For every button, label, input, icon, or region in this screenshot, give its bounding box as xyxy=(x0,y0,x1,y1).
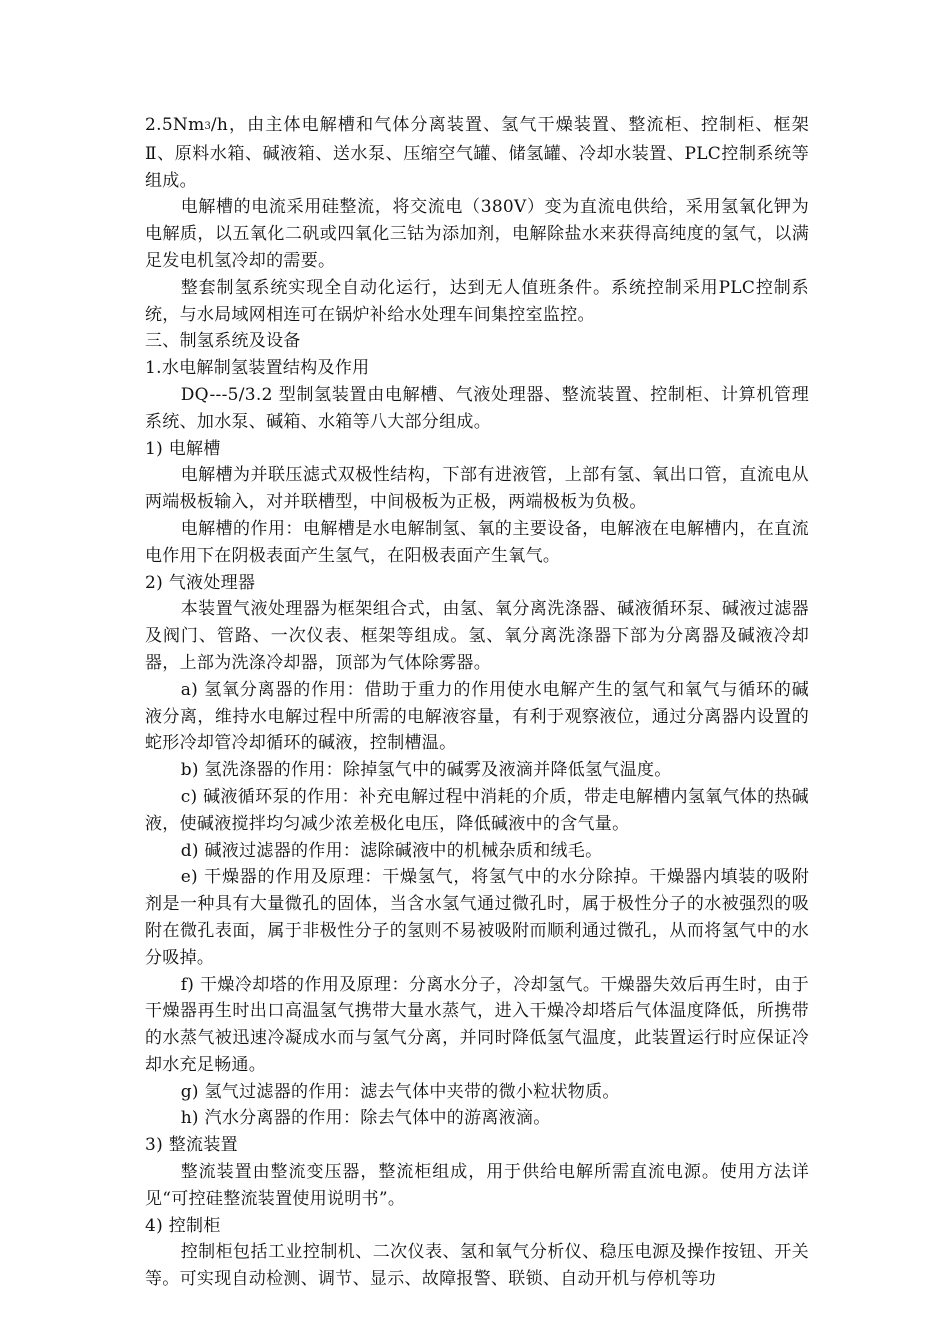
paragraph-processor-structure: 本装置气液处理器为框架组合式，由氢、氧分离洗涤器、碱液循环泵、碱液过滤器及阀门、管路、一次仪表、框架等组成。氢、氧分离洗涤器下部为分离器及碱液冷却器，上部为洗涤冷却器，顶部为气体除雾器。 xyxy=(145,599,809,673)
paragraph-control-cabinet: 控制柜包括工业控制机、二次仪表、氢和氧气分析仪、稳压电源及操作按钮、开关等。可实现自动检测、调节、显示、故障报警、联锁、自动开机与停机等功 xyxy=(145,1242,809,1290)
paragraph-cooling-tower-function: f) 干燥冷却塔的作用及原理：分离水分子，冷却氢气。干燥器失效后再生时，由于干燥器再生时出口高温氢气携带大量水蒸气，进入干燥冷却塔后气体温度降低，所携带的水蒸气被迅速冷凝成水而与氢气分离，并同时降低氢气温度，此装置运行时应保证冷却水充足畅通。 xyxy=(145,974,809,1075)
document-body xyxy=(145,112,809,1293)
paragraph-automation: 整套制氢系统实现全自动化运行，达到无人值班条件。系统控制采用PLC控制系统，与水局域网相连可在锅炉补给水处理车间集控室监控。 xyxy=(145,277,809,325)
paragraph-device-composition: DQ---5/3.2 型制氢装置由电解槽、气液处理器、整流装置、控制柜、计算机管理系统、加水泵、碱箱、水箱等八大部分组成。 xyxy=(145,384,809,432)
paragraph-electrolyzer-function: 电解槽的作用：电解槽是水电解制氢、氧的主要设备，电解液在电解槽内，在直流电作用下在阴极表面产生氢气，在阳极表面产生氧气。 xyxy=(145,518,809,566)
paragraph-pump-function: c) 碱液循环泵的作用：补充电解过程中消耗的介质，带走电解槽内氢氧气体的热碱液，使碱液搅拌均匀减少浓差极化电压，降低碱液中的含气量。 xyxy=(145,786,809,834)
paragraph-system-composition-text: /h，由主体电解槽和气体分离装置、氢气干燥装置、整流柜、控制柜、框架Ⅱ、原料水箱、碱液箱、送水泵、压缩空气罐、储氢罐、冷却水装置、PLC控制系统等组成。 xyxy=(145,115,809,191)
paragraph-dryer-function: e) 干燥器的作用及原理：干燥氢气，将氢气中的水分除掉。干燥器内填装的吸附剂是一种具有大量微孔的固体，当含水氢气通过微孔时，属于极性分子的水被强烈的吸附在微孔表面，属于非极性分子的氢则不易被吸附而顺利通过微孔，从而将氢气中的水分吸掉。 xyxy=(145,867,809,968)
item-heading-electrolyzer: 1) 电解槽 xyxy=(145,438,221,459)
item-heading-control-cabinet: 4) 控制柜 xyxy=(145,1215,221,1236)
section-heading: 三、制氢系统及设备 xyxy=(145,331,301,352)
subsection-heading: 1.水电解制氢装置结构及作用 xyxy=(145,358,370,379)
paragraph-steam-separator-function: h) 汽水分离器的作用：除去气体中的游离液滴。 xyxy=(180,1108,551,1129)
paragraph-separator-function: a) 氢氧分离器的作用：借助于重力的作用使水电解产生的氢气和氧气与循环的碱液分离，维持水电解过程中所需的电解液容量，有利于观察液位，通过分离器内设置的蛇形冷却管冷却循环的碱液，控制槽温。 xyxy=(145,679,809,754)
flow-rate-superscript: 3 xyxy=(204,121,211,132)
paragraph-electrolyzer-structure: 电解槽为并联压滤式双极性结构，下部有进液管，上部有氢、氧出口管，直流电从两端极板输入，对并联槽型，中间极板为正极，两端极板为负极。 xyxy=(145,465,809,513)
paragraph-scrubber-function: b) 氢洗涤器的作用：除掉氢气中的碱雾及液滴并降低氢气温度。 xyxy=(180,760,672,781)
paragraph-system-composition xyxy=(145,112,809,194)
paragraph-hydrogen-filter-function: g) 氢气过滤器的作用：滤去气体中夹带的微小粒状物质。 xyxy=(180,1081,620,1102)
flow-rate-value: 2.5Nm xyxy=(145,115,205,135)
paragraph-rectifier: 整流装置由整流变压器，整流柜组成，用于供给电解所需直流电源。使用方法详见“可控硅整流装置使用说明书”。 xyxy=(145,1162,809,1209)
paragraph-electrolyzer-current: 电解槽的电流采用硅整流，将交流电（380V）变为直流电供给，采用氢氧化钾为电解质，以五氧化二矾或四氧化三钴为添加剂，电解除盐水来获得高纯度的氢气，以满足发电机氢冷却的需要。 xyxy=(145,197,809,271)
paragraph-filter-function: d) 碱液过滤器的作用：滤除碱液中的机械杂质和绒毛。 xyxy=(180,840,603,861)
item-heading-rectifier: 3) 整流装置 xyxy=(145,1135,238,1156)
item-heading-gas-liquid-processor: 2) 气液处理器 xyxy=(145,572,256,593)
